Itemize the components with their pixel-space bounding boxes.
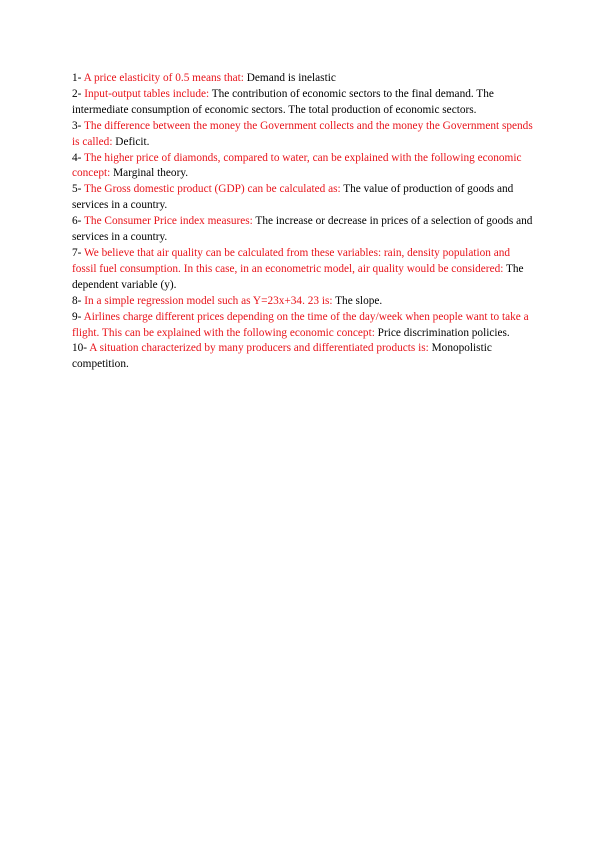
question-text: A price elasticity of 0.5 means that:	[83, 72, 244, 84]
answer-text: The slope.	[332, 294, 383, 307]
answer-text: The increase or decrease in prices of a selection of goods and services in a country.	[72, 215, 533, 244]
item-number: 4-	[72, 151, 85, 164]
question-text: The difference between the money the Government collects and the money the Government spends is called:	[72, 119, 533, 148]
answer-text: The dependent variable (y).	[72, 262, 524, 291]
question-text: A situation characterized by many producers and differentiated products is:	[89, 342, 429, 355]
question-text: Airlines charge different prices depending on the time of the day/week when people want to take a flight. This can be explained with the following economic concept:	[72, 310, 529, 339]
list-item	[72, 71, 534, 87]
list-item	[72, 341, 534, 373]
item-number: 6-	[72, 215, 85, 228]
list-item	[72, 151, 534, 183]
answer-text: Marginal theory.	[110, 167, 189, 180]
list-item	[72, 214, 534, 246]
answer-text: The contribution of economic sectors to the final demand. The intermediate consumption of economic sectors. The total production of economic sectors.	[72, 87, 494, 116]
item-number: 1-	[72, 72, 84, 84]
question-text: The Gross domestic product (GDP) can be calculated as:	[84, 183, 341, 196]
list-item	[72, 182, 534, 214]
item-number: 8-	[72, 294, 85, 307]
item-number: 5-	[72, 183, 85, 196]
list-item	[72, 87, 534, 119]
question-text: In a simple regression model such as Y=23x+34. 23 is:	[84, 294, 333, 307]
list-item	[72, 310, 534, 342]
list-item	[72, 246, 534, 294]
answer-text: The value of production of goods and services in a country.	[72, 183, 514, 212]
question-text: We believe that air quality can be calculated from these variables: rain, density population and fossil fuel consumption. In this case, in an econometric model, air quality would be considered:	[72, 246, 511, 275]
item-number: 3-	[72, 119, 85, 132]
answer-text: Demand is inelastic	[243, 72, 336, 84]
answer-text: Price discrimination policies.	[374, 326, 510, 339]
question-text: The higher price of diamonds, compared to water, can be explained with the following economic concept:	[72, 151, 522, 180]
answer-text: Monopolistic competition.	[72, 342, 492, 371]
item-number: 10-	[72, 342, 90, 355]
item-number: 2-	[72, 87, 85, 100]
question-text: The Consumer Price index measures:	[84, 215, 253, 228]
question-text: Input-output tables include:	[84, 87, 210, 100]
question-list	[72, 71, 534, 373]
item-number: 9-	[72, 310, 84, 323]
list-item	[72, 294, 534, 310]
list-item	[72, 119, 534, 151]
answer-text: Deficit.	[112, 135, 150, 148]
item-number: 7-	[72, 246, 85, 259]
